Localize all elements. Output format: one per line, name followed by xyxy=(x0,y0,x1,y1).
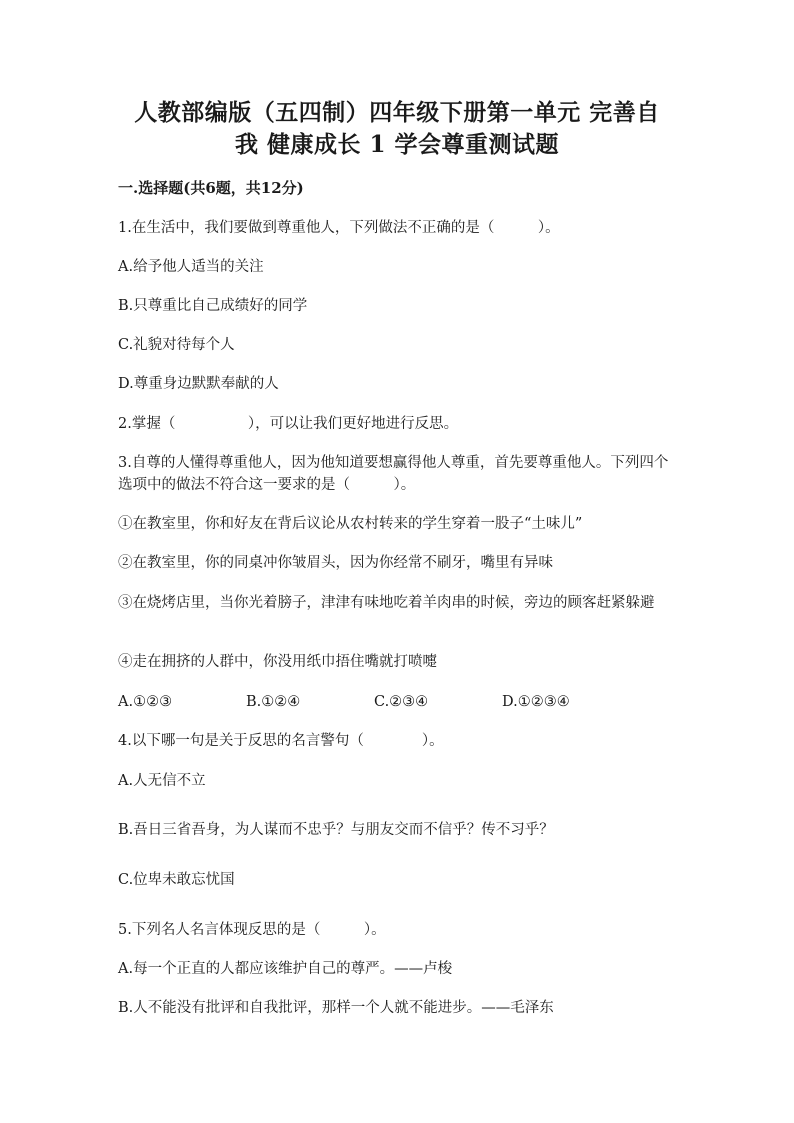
question-3-option-b: B.①②④ xyxy=(246,694,301,710)
question-1-option-b: B.只尊重比自己成绩好的同学 xyxy=(118,298,308,314)
question-2-stem: 2.掌握（ ），可以让我们更好地进行反思。 xyxy=(118,416,459,432)
question-1-option-c: C.礼貌对待每个人 xyxy=(118,337,235,353)
question-3-item-3: ③在烧烤店里，当你光着膀子，津津有味地吃着羊肉串的时候，旁边的顾客赶紧躲避 xyxy=(118,595,655,611)
question-5-option-a: A.每一个正直的人都应该维护自己的尊严。——卢梭 xyxy=(118,961,453,977)
question-3-stem: 3.自尊的人懂得尊重他人，因为他知道要想赢得他人尊重，首先要尊重他人。下列四个选项中的做法不符合这一要求的是（ ）。 xyxy=(118,455,669,493)
question-5-option-b: B.人不能没有批评和自我批评，那样一个人就不能进步。——毛泽东 xyxy=(118,1000,554,1016)
question-1-option-a: A.给予他人适当的关注 xyxy=(118,259,264,275)
page-title-line-2: 我 健康成长 1 学会尊重测试题 xyxy=(234,131,560,158)
page-title-line-1: 人教部编版（五四制）四年级下册第一单元 完善自 xyxy=(134,99,660,126)
question-4-option-c: C.位卑未敢忘忧国 xyxy=(118,872,235,888)
section-heading: 一.选择题(共6题，共12分) xyxy=(118,179,304,197)
question-1-option-d: D.尊重身边默默奉献的人 xyxy=(118,376,279,392)
question-3-option-c: C.②③④ xyxy=(374,694,429,710)
question-3-item-4: ④走在拥挤的人群中，你没用纸巾捂住嘴就打喷嚏 xyxy=(118,654,437,670)
question-3-item-1: ①在教室里，你和好友在背后议论从农村转来的学生穿着一股子“土味儿” xyxy=(118,516,583,532)
question-3-option-d: D.①②③④ xyxy=(502,694,570,710)
question-4-option-a: A.人无信不立 xyxy=(118,773,206,789)
question-5-stem: 5.下列名人名言体现反思的是（ ）。 xyxy=(118,922,386,938)
question-4-stem: 4.以下哪一句是关于反思的名言警句（ ）。 xyxy=(118,733,444,749)
question-4-option-b: B.吾日三省吾身，为人谋而不忠乎？与朋友交而不信乎？传不习乎？ xyxy=(118,822,554,838)
question-1-stem: 1.在生活中，我们要做到尊重他人，下列做法不正确的是（ ）。 xyxy=(118,220,560,236)
question-3-option-a: A.①②③ xyxy=(118,694,173,710)
question-3-item-2: ②在教室里，你的同桌冲你皱眉头，因为你经常不刷牙，嘴里有异味 xyxy=(118,555,553,571)
